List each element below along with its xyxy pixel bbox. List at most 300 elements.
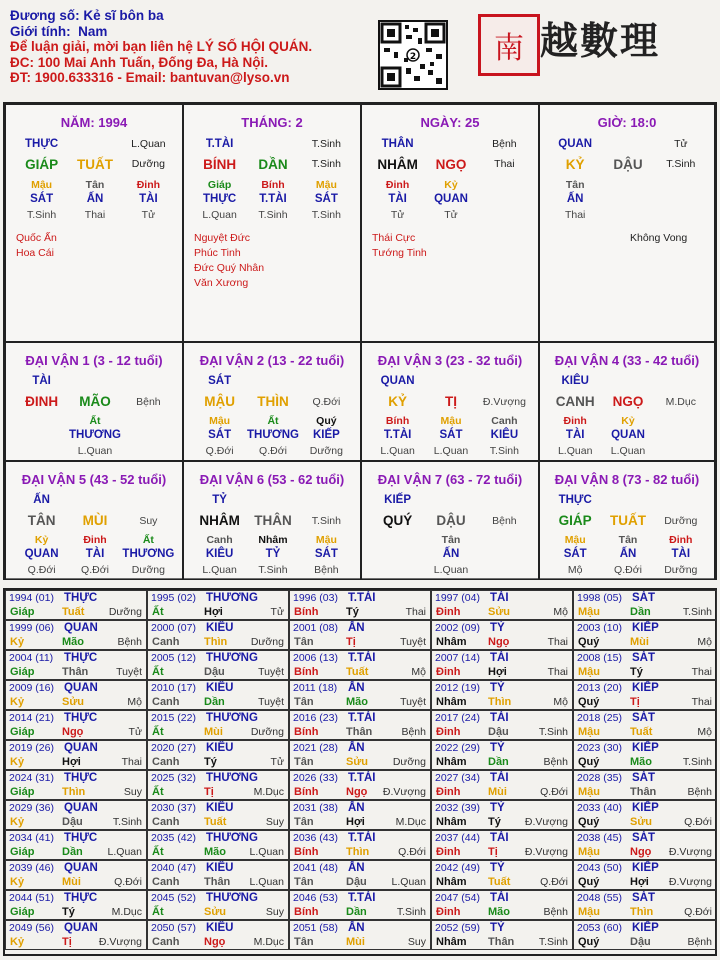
year-cell <box>431 740 573 770</box>
pillar-3 <box>539 104 715 342</box>
year-branch: Dần <box>204 696 225 708</box>
year-branch: Thân <box>346 726 373 738</box>
year-growth-phase: Tử <box>270 606 284 618</box>
hidden-ten-god: T.TÀI <box>259 193 287 205</box>
year-stem: Tân <box>294 636 314 648</box>
year-cell <box>5 590 147 620</box>
dai-van-hidden-growth: Mộ <box>567 564 583 576</box>
year-branch: Dậu <box>630 936 651 948</box>
year-label: 2037 (44) <box>435 832 480 844</box>
hidden-ten-god: SÁT <box>314 193 338 205</box>
year-cell <box>147 860 289 890</box>
dai-van-hidden-stem: Mậu <box>315 534 337 546</box>
dai-van-branch: DẬU <box>436 513 466 528</box>
year-cell <box>5 860 147 890</box>
year-branch: Sửu <box>630 816 653 828</box>
hidden-growth-phase: Tử <box>390 209 405 221</box>
dai-van-hidden-stem: Bính <box>385 415 410 427</box>
year-ten-god: T.TÀI <box>348 892 376 904</box>
dai-van-growth: T.Sinh <box>311 515 341 527</box>
year-growth-phase: T.Sinh <box>112 816 142 828</box>
owner-value: Kẻ sĩ bôn ba <box>83 8 164 23</box>
year-stem: Bính <box>294 666 319 678</box>
year-ten-god: KIẾP <box>632 682 659 694</box>
dai-van-hidden-stem: Kỷ <box>34 534 49 546</box>
dai-van-hidden-stem: Đinh <box>83 534 107 546</box>
phone-email[interactable]: ĐT: 1900.633316 - Email: bantuvan@lyso.vn <box>10 70 290 85</box>
dai-van-hidden-stem: Đinh <box>669 534 693 546</box>
hidden-growth-phase: Thai <box>84 209 106 221</box>
year-label: 2048 (55) <box>577 892 622 904</box>
dai-van-hidden-growth: Q.Đới <box>81 564 109 576</box>
year-growth-phase: Đ.Vượng <box>668 846 712 858</box>
than-sat-item: Quốc Ấn <box>16 232 57 244</box>
year-stem: Giáp <box>10 606 35 618</box>
year-branch: Ngọ <box>62 726 84 738</box>
year-branch: Tý <box>204 756 217 768</box>
year-growth-phase: Suy <box>265 816 284 828</box>
dai-van-growth: Bệnh <box>136 396 161 408</box>
year-ten-god: QUAN <box>64 922 98 934</box>
year-stem: Quý <box>578 876 600 888</box>
dai-van-hidden-ten-god: ẤN <box>619 548 637 560</box>
hidden-growth-phase: L.Quan <box>202 209 237 221</box>
dai-van-title: ĐẠI VẬN 1 (3 - 12 tuổi) <box>25 353 163 368</box>
year-ten-god: THƯƠNG <box>206 652 258 664</box>
year-cell <box>289 920 431 950</box>
year-growth-phase: Suy <box>265 906 284 918</box>
year-ten-god: KIẾP <box>632 742 659 754</box>
dai-van-ten-god: THỰC <box>558 494 592 506</box>
year-label: 2011 (18) <box>293 682 338 694</box>
year-growth-phase: L.Quan <box>391 876 426 888</box>
year-ten-god: SÁT <box>632 652 655 664</box>
dai-van-branch: MÃO <box>79 394 111 409</box>
year-stem: Canh <box>152 756 180 768</box>
year-label: 2032 (39) <box>435 802 480 814</box>
year-ten-god: KIÊU <box>206 622 234 634</box>
hidden-ten-god: QUAN <box>434 193 468 205</box>
year-cell <box>431 710 573 740</box>
year-branch: Thân <box>62 666 89 678</box>
year-stem: Kỷ <box>10 876 25 888</box>
year-growth-phase: Bệnh <box>543 906 568 918</box>
year-label: 2027 (34) <box>435 772 480 784</box>
year-branch: Sửu <box>488 606 511 618</box>
year-ten-god: TỶ <box>490 682 505 694</box>
year-growth-phase: Mộ <box>553 606 568 618</box>
year-ten-god: THƯƠNG <box>206 772 258 784</box>
year-growth-phase: Mộ <box>553 696 568 708</box>
dai-van-title: ĐẠI VẬN 4 (33 - 42 tuổi) <box>554 353 700 368</box>
year-branch: Thân <box>204 876 231 888</box>
dai-van-growth: Q.Đới <box>312 396 341 408</box>
year-ten-god: KIÊU <box>206 862 234 874</box>
dai-van-hidden-stem: Quý <box>316 415 337 427</box>
dai-van-hidden-ten-god: TÀI <box>671 548 691 560</box>
year-stem: Canh <box>152 816 180 828</box>
dai-van-hidden-ten-god: THƯƠNG <box>122 548 175 560</box>
hidden-ten-god: THỰC <box>203 193 237 205</box>
year-cell <box>573 740 717 770</box>
year-label: 2022 (29) <box>435 742 480 754</box>
year-cell <box>573 860 717 890</box>
dai-van-6 <box>183 461 361 580</box>
year-growth-phase: M.Dục <box>253 936 284 948</box>
year-stem: Kỷ <box>10 936 25 948</box>
year-stem: Tân <box>294 876 314 888</box>
year-cell <box>147 770 289 800</box>
year-branch: Tý <box>62 906 75 918</box>
year-ten-god: KIÊU <box>206 682 234 694</box>
year-label: 2019 (26) <box>9 742 54 754</box>
year-branch: Hợi <box>630 876 649 888</box>
year-label: 2017 (24) <box>435 712 480 724</box>
year-stem: Ất <box>152 786 164 798</box>
year-branch: Tuất <box>62 606 85 618</box>
year-cell <box>431 620 573 650</box>
year-branch: Tị <box>488 846 498 858</box>
dai-van-hidden-ten-god: ẤN <box>442 548 460 560</box>
year-cell <box>289 680 431 710</box>
pillar-title: THÁNG: 2 <box>241 115 303 130</box>
pillar-2 <box>361 104 539 342</box>
year-stem: Đinh <box>436 846 461 858</box>
year-ten-god: ẤN <box>348 802 365 814</box>
qr-code-icon <box>378 20 448 90</box>
dai-van-1 <box>5 342 183 461</box>
pillar-title: NGÀY: 25 <box>420 115 480 130</box>
year-branch: Tị <box>204 786 214 798</box>
year-growth-phase: Q.Đới <box>684 906 712 918</box>
growth-phase-top: T.Sinh <box>311 138 341 150</box>
year-branch: Mão <box>488 906 510 918</box>
year-growth-phase: Tuyệt <box>258 696 284 708</box>
year-cell <box>289 770 431 800</box>
dai-van-title: ĐẠI VẬN 7 (63 - 72 tuổi) <box>377 472 523 487</box>
dai-van-stem: MẬU <box>204 394 235 409</box>
year-stem: Quý <box>578 756 600 768</box>
year-growth-phase: Thai <box>691 696 712 708</box>
dai-van-hidden-stem: Tân <box>441 534 461 546</box>
dai-van-hidden-ten-god: TỶ <box>265 548 281 560</box>
year-ten-god: T.TÀI <box>348 832 376 844</box>
year-stem: Canh <box>152 636 180 648</box>
year-growth-phase: Đ.Vượng <box>668 876 712 888</box>
year-ten-god: THƯƠNG <box>206 892 258 904</box>
year-stem: Giáp <box>10 786 35 798</box>
year-ten-god: KIÊU <box>206 802 234 814</box>
year-cell <box>147 920 289 950</box>
dai-van-hidden-growth: T.Sinh <box>258 564 288 576</box>
year-ten-god: THƯƠNG <box>206 712 258 724</box>
year-label: 2040 (47) <box>151 862 196 874</box>
year-cell <box>573 620 717 650</box>
year-growth-phase: Bệnh <box>401 726 426 738</box>
year-cell <box>5 770 147 800</box>
dai-van-stem: QUÝ <box>382 513 413 528</box>
year-branch: Dậu <box>204 666 225 678</box>
year-growth-phase: M.Dục <box>111 906 142 918</box>
growth-phase: Thai <box>494 158 515 170</box>
year-ten-god: THỰC <box>64 892 98 904</box>
year-stem: Quý <box>578 936 600 948</box>
than-sat-item: Nguyệt Đức <box>194 232 251 244</box>
dai-van-branch: TUẤT <box>610 513 646 528</box>
pillar-title: NĂM: 1994 <box>60 115 128 130</box>
year-stem: Đinh <box>436 786 461 798</box>
ten-god-top: THÂN <box>381 138 414 150</box>
year-label: 2038 (45) <box>577 832 622 844</box>
year-cell <box>5 920 147 950</box>
year-ten-god: TỶ <box>490 622 505 634</box>
header-info <box>10 8 312 86</box>
year-growth-phase: Q.Đới <box>114 876 142 888</box>
year-ten-god: TÀI <box>490 712 509 724</box>
year-label: 1998 (05) <box>577 592 622 604</box>
dai-van-hidden-growth: T.Sinh <box>489 445 519 457</box>
year-stem: Giáp <box>10 906 35 918</box>
dai-van-title: ĐẠI VẬN 3 (23 - 32 tuổi) <box>377 353 523 368</box>
year-cell <box>573 830 717 860</box>
dai-van-ten-god: KIÊU <box>561 375 589 387</box>
dai-van-hidden-ten-god: THƯƠNG <box>247 429 299 441</box>
year-label: 2047 (54) <box>435 892 480 904</box>
dai-van-2 <box>183 342 361 461</box>
year-stem: Giáp <box>10 666 35 678</box>
year-branch: Tuất <box>630 726 653 738</box>
year-ten-god: THỰC <box>64 712 98 724</box>
dai-van-ten-god: TÀI <box>32 375 51 387</box>
year-branch: Thìn <box>204 636 228 648</box>
year-growth-phase: Bệnh <box>687 786 712 798</box>
dai-van-hidden-growth: Q.Đới <box>205 445 234 457</box>
hidden-stem: Kỷ <box>444 179 458 191</box>
chart-grid <box>3 102 717 580</box>
year-cell <box>147 680 289 710</box>
dai-van-hidden-ten-god: QUAN <box>611 429 645 441</box>
year-label: 1997 (04) <box>435 592 480 604</box>
year-cell <box>5 650 147 680</box>
year-stem: Tân <box>294 696 314 708</box>
year-stem: Canh <box>152 696 180 708</box>
year-growth-phase: Thai <box>547 636 568 648</box>
year-cell <box>147 740 289 770</box>
year-cell <box>289 860 431 890</box>
year-label: 2021 (28) <box>293 742 338 754</box>
year-ten-god: T.TÀI <box>348 712 376 724</box>
hidden-growth-phase: Tử <box>444 209 458 221</box>
year-stem: Bính <box>294 846 319 858</box>
hidden-growth-phase: T.Sinh <box>311 209 341 221</box>
year-branch: Mão <box>62 636 84 648</box>
year-label: 2050 (57) <box>151 922 196 934</box>
year-cell <box>5 740 147 770</box>
year-ten-god: TỶ <box>490 742 505 754</box>
dai-van-hidden-ten-god: SÁT <box>439 429 463 441</box>
than-sat-list <box>194 231 264 291</box>
year-branch: Mão <box>204 846 226 858</box>
than-sat-item: Tướng Tinh <box>372 247 427 259</box>
brand-title: 越數理 <box>540 18 661 63</box>
than-sat-item: Phúc Tinh <box>194 247 241 259</box>
year-cell <box>5 620 147 650</box>
year-growth-phase: Mộ <box>127 696 142 708</box>
heavenly-stem: NHÂM <box>377 157 418 172</box>
heavenly-stem: GIÁP <box>25 157 59 172</box>
year-branch: Ngọ <box>204 936 226 948</box>
dai-van-growth: Dưỡng <box>664 515 698 527</box>
year-ten-god: THƯƠNG <box>206 832 258 844</box>
hidden-growth-phase: T.Sinh <box>258 209 288 221</box>
year-branch: Dần <box>62 846 83 858</box>
year-ten-god: TỶ <box>490 922 505 934</box>
dai-van-stem: TÂN <box>27 513 56 528</box>
ten-god-top: QUAN <box>558 138 593 150</box>
dai-van-ten-god: SÁT <box>208 375 232 387</box>
year-ten-god: SÁT <box>632 592 655 604</box>
year-branch: Thìn <box>488 696 512 708</box>
hidden-ten-god: ẤN <box>566 193 584 205</box>
year-label: 2051 (58) <box>293 922 338 934</box>
owner-label: Đương số: <box>10 8 80 23</box>
dai-van-hidden-growth: Bệnh <box>314 564 339 576</box>
year-branch: Thân <box>488 936 515 948</box>
dai-van-hidden-ten-god: SÁT <box>208 429 232 441</box>
dai-van-growth: Bệnh <box>492 515 517 527</box>
heavenly-stem: BÍNH <box>203 157 237 172</box>
than-sat-list <box>16 231 57 261</box>
hidden-growth-phase: Tử <box>141 209 156 221</box>
year-stem: Mậu <box>578 606 600 618</box>
hidden-stem: Đinh <box>136 179 161 191</box>
year-label: 2006 (13) <box>293 652 338 664</box>
year-stem: Bính <box>294 786 319 798</box>
year-stem: Canh <box>152 876 180 888</box>
year-cell <box>573 890 717 920</box>
year-growth-phase: L.Quan <box>249 846 284 858</box>
dai-van-ten-god: KIẾP <box>384 494 412 506</box>
year-stem: Mậu <box>578 726 600 738</box>
year-branch: Mùi <box>630 636 649 648</box>
year-cell <box>573 770 717 800</box>
year-growth-phase: Dưỡng <box>392 756 426 768</box>
year-label: 2014 (21) <box>9 712 54 724</box>
dai-van-3 <box>361 342 539 461</box>
year-branch: Dậu <box>62 816 83 828</box>
dai-van-branch: MÙI <box>82 513 108 528</box>
year-stem: Nhâm <box>436 816 467 828</box>
year-ten-god: ẤN <box>348 862 365 874</box>
year-branch: Ngọ <box>346 786 368 798</box>
dai-van-hidden-stem: Ất <box>267 415 279 427</box>
year-ten-god: THƯƠNG <box>206 592 258 604</box>
dai-van-hidden-stem: Kỷ <box>621 415 635 427</box>
hidden-stem: Mậu <box>315 179 337 191</box>
hidden-stem: Tân <box>565 179 585 191</box>
year-label: 2012 (19) <box>435 682 480 694</box>
year-branch: Mùi <box>488 786 507 798</box>
year-branch: Thìn <box>630 906 654 918</box>
year-stem: Canh <box>152 936 180 948</box>
earthly-branch: DẬU <box>613 157 643 172</box>
year-growth-phase: Suy <box>123 786 142 798</box>
year-branch: Dần <box>346 906 367 918</box>
year-stem: Nhâm <box>436 636 467 648</box>
contact-note: Để luận giải, mời bạn liên hệ LÝ SỐ HỘI QUÁN. <box>10 39 313 54</box>
year-label: 2002 (09) <box>435 622 480 634</box>
growth-phase: T.Sinh <box>666 158 696 170</box>
year-label: 1995 (02) <box>151 592 196 604</box>
dai-van-hidden-growth: L.Quan <box>202 564 237 576</box>
year-label: 2008 (15) <box>577 652 622 664</box>
year-ten-god: SÁT <box>632 712 655 724</box>
year-stem: Ất <box>152 906 164 918</box>
year-branch: Mão <box>630 756 652 768</box>
dai-van-hidden-ten-god: KIÊU <box>490 429 519 441</box>
year-label: 2018 (25) <box>577 712 622 724</box>
year-label: 2020 (27) <box>151 742 196 754</box>
hidden-growth-phase: Thai <box>564 209 586 221</box>
year-growth-phase: Mộ <box>697 726 712 738</box>
year-label: 1994 (01) <box>9 592 54 604</box>
year-cell <box>289 620 431 650</box>
year-growth-phase: Thai <box>405 606 426 618</box>
year-growth-phase: Tuyệt <box>400 636 426 648</box>
year-ten-god: SÁT <box>632 832 655 844</box>
dai-van-hidden-growth: Dưỡng <box>309 445 343 457</box>
ten-god-top: THỰC <box>25 138 59 150</box>
year-branch: Mùi <box>204 726 223 738</box>
svg-text:2: 2 <box>409 52 417 62</box>
year-growth-phase: Dưỡng <box>250 636 284 648</box>
dai-van-hidden-growth: L.Quan <box>77 445 113 457</box>
year-branch: Thìn <box>62 786 86 798</box>
than-sat-item: Hoa Cái <box>16 247 54 259</box>
dai-van-hidden-growth: Q.Đới <box>259 445 287 457</box>
dai-van-hidden-stem: Mậu <box>209 415 231 427</box>
dai-van-hidden-ten-god: TÀI <box>85 548 105 560</box>
year-growth-phase: T.Sinh <box>682 606 712 618</box>
dai-van-hidden-growth: L.Quan <box>433 445 469 457</box>
year-stem: Ất <box>152 666 164 678</box>
hidden-stem: Tân <box>85 179 105 191</box>
year-stem: Ất <box>152 606 164 618</box>
year-branch: Tuất <box>204 816 227 828</box>
year-branch: Tị <box>630 696 640 708</box>
dai-van-hidden-growth: Q.Đới <box>27 564 56 576</box>
year-stem: Mậu <box>578 666 600 678</box>
year-stem: Kỷ <box>10 816 25 828</box>
year-branch: Dậu <box>346 876 367 888</box>
year-cell <box>147 650 289 680</box>
year-cell <box>431 770 573 800</box>
year-cell <box>289 650 431 680</box>
year-label: 2053 (60) <box>577 922 622 934</box>
dai-van-hidden-ten-god: SÁT <box>563 548 587 560</box>
dai-van-stem: CANH <box>555 394 595 409</box>
year-branch: Tuất <box>488 876 511 888</box>
year-ten-god: T.TÀI <box>348 592 376 604</box>
dai-van-stem: ĐINH <box>25 394 59 409</box>
year-label: 2052 (59) <box>435 922 480 934</box>
than-sat-item: Không Vong <box>630 232 688 244</box>
dai-van-hidden-growth: Dưỡng <box>664 564 698 576</box>
dai-van-7 <box>361 461 539 580</box>
year-stem: Bính <box>294 606 319 618</box>
year-branch: Tuất <box>346 666 369 678</box>
annual-luck-table <box>3 588 717 956</box>
